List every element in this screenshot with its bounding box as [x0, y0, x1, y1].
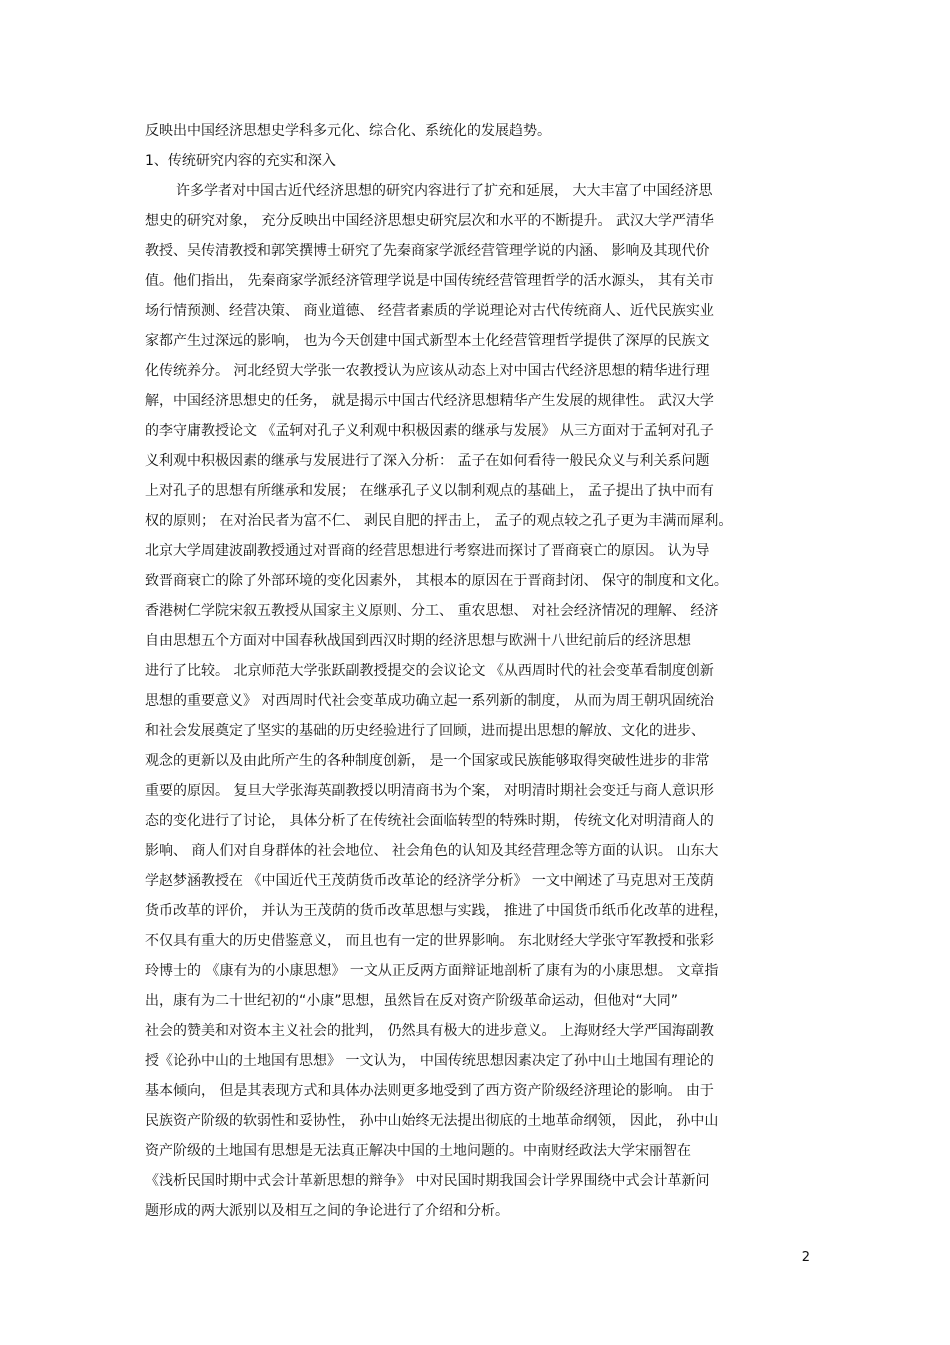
text-line: 值。他们指出， 先秦商家学派经济管理学说是中国传统经营管理哲学的活水源头， 其有关市 — [145, 273, 714, 289]
text-line: 授《论孙中山的土地国有思想》 一文认为， 中国传统思想因素决定了孙中山土地国有理论的 — [145, 1053, 714, 1069]
text-line: 和社会发展奠定了坚实的基础的历史经验进行了回顾，进而提出思想的解放、文化的进步、 — [145, 723, 705, 739]
text-line: 出，康有为二十世纪初的“小康”思想，虽然旨在反对资产阶级革命运动，但他对“大同” — [145, 993, 679, 1009]
text-line: 题形成的两大派别以及相互之间的争论进行了介绍和分析。 — [145, 1203, 509, 1219]
text-line: 义利观中积极因素的继承与发展进行了深入分析： 孟子在如何看待一般民众义与利关系问题 — [145, 453, 710, 469]
text-line: 许多学者对中国古近代经济思想的研究内容进行了扩充和延展， 大大丰富了中国经济思 — [176, 183, 713, 199]
text-line: 香港树仁学院宋叙五教授从国家主义原则、分工、 重农思想、 对社会经济情况的理解、 经济 — [145, 603, 719, 619]
text-line: 反映出中国经济思想史学科多元化、综合化、系统化的发展趋势。 — [145, 123, 551, 139]
text-line: 影响、 商人们对自身群体的社会地位、 社会角色的认知及其经营理念等方面的认识。 山东大 — [145, 843, 719, 859]
text-line: 玲博士的 《康有为的小康思想》 一文从正反两方面辩证地剖析了康有为的小康思想。 文章指 — [145, 963, 719, 979]
text-line: 化传统养分。 河北经贸大学张一农教授认为应该从动态上对中国古代经济思想的精华进行理 — [145, 363, 710, 379]
text-line: 资产阶级的土地国有思想是无法真正解决中国的土地问题的。中南财经政法大学宋丽智在 — [145, 1143, 691, 1159]
text-line: 致晋商衰亡的除了外部环境的变化因素外， 其根本的原因在于晋商封闭、 保守的制度和文化。 — [145, 573, 728, 589]
text-line: 不仅具有重大的历史借鉴意义， 而且也有一定的世界影响。 东北财经大学张守军教授和张彩 — [145, 933, 714, 949]
text-line: 权的原则； 在对治民者为富不仁、 剥民自肥的抨击上， 孟子的观点较之孔子更为丰满而犀利。 — [145, 513, 733, 529]
text-line: 上对孔子的思想有所继承和发展； 在继承孔子义以制利观点的基础上， 孟子提出了执中而有 — [145, 483, 714, 499]
text-line: 基本倾向， 但是其表现方式和具体办法则更多地受到了西方资产阶级经济理论的影响。 由于 — [145, 1083, 714, 1099]
text-line: 场行情预测、经营决策、 商业道德、 经营者素质的学说理论对古代传统商人、近代民族实业 — [145, 303, 714, 319]
text-line: 自由思想五个方面对中国春秋战国到西汉时期的经济思想与欧洲十八世纪前后的经济思想 — [145, 633, 691, 649]
text-line: 进行了比较。 北京师范大学张跃副教授提交的会议论文 《从西周时代的社会变革看制度创新 — [145, 663, 714, 679]
text-line: 货币改革的评价， 并认为王茂荫的货币改革思想与实践， 推进了中国货币纸币化改革的进程， — [145, 903, 728, 919]
text-line: 态的变化进行了讨论， 具体分析了在传统社会面临转型的特殊时期， 传统文化对明清商人的 — [145, 813, 714, 829]
text-line: 观念的更新以及由此所产生的各种制度创新， 是一个国家或民族能够取得突破性进步的非常 — [145, 753, 710, 769]
text-line: 解，中国经济思想史的任务， 就是揭示中国古代经济思想精华产生发展的规律性。 武汉大学 — [145, 393, 714, 409]
text-line: 社会的赞美和对资本主义社会的批判， 仍然具有极大的进步意义。 上海财经大学严国海副教 — [145, 1023, 714, 1039]
text-line: 重要的原因。 复旦大学张海英副教授以明清商书为个案， 对明清时期社会变迁与商人意识形 — [145, 783, 714, 799]
text-line: 教授、吴传清教授和郭笑撰博士研究了先秦商家学派经营管理学说的内涵、 影响及其现代价 — [145, 243, 710, 259]
text-line: 思想的重要意义》 对西周时代社会变革成功确立起一系列新的制度， 从而为周王朝巩固统治 — [145, 693, 714, 709]
text-line: 民族资产阶级的软弱性和妥协性， 孙中山始终无法提出彻底的土地革命纲领， 因此， 孙中山 — [145, 1113, 719, 1129]
page-number: 2 — [801, 1250, 810, 1265]
text-line: 《浅析民国时期中式会计革新思想的辩争》 中对民国时期我国会计学界围绕中式会计革新问 — [145, 1173, 710, 1189]
text-line: 的李守庸教授论文 《孟轲对孔子义利观中积极因素的继承与发展》 从三方面对于孟轲对孔子 — [145, 423, 714, 439]
text-line: 学赵梦涵教授在 《中国近代王茂荫货币改革论的经济学分析》 一文中阐述了马克思对王茂荫 — [145, 873, 714, 889]
text-line: 想史的研究对象， 充分反映出中国经济思想史研究层次和水平的不断提升。 武汉大学严清华 — [145, 213, 714, 229]
section-heading: 1、传统研究内容的充实和深入 — [145, 153, 336, 169]
text-line: 北京大学周建波副教授通过对晋商的经营思想进行考察进而探讨了晋商衰亡的原因。 认为导 — [145, 543, 710, 559]
text-line: 家都产生过深远的影响， 也为今天创建中国式新型本土化经营管理哲学提供了深厚的民族文 — [145, 333, 710, 349]
